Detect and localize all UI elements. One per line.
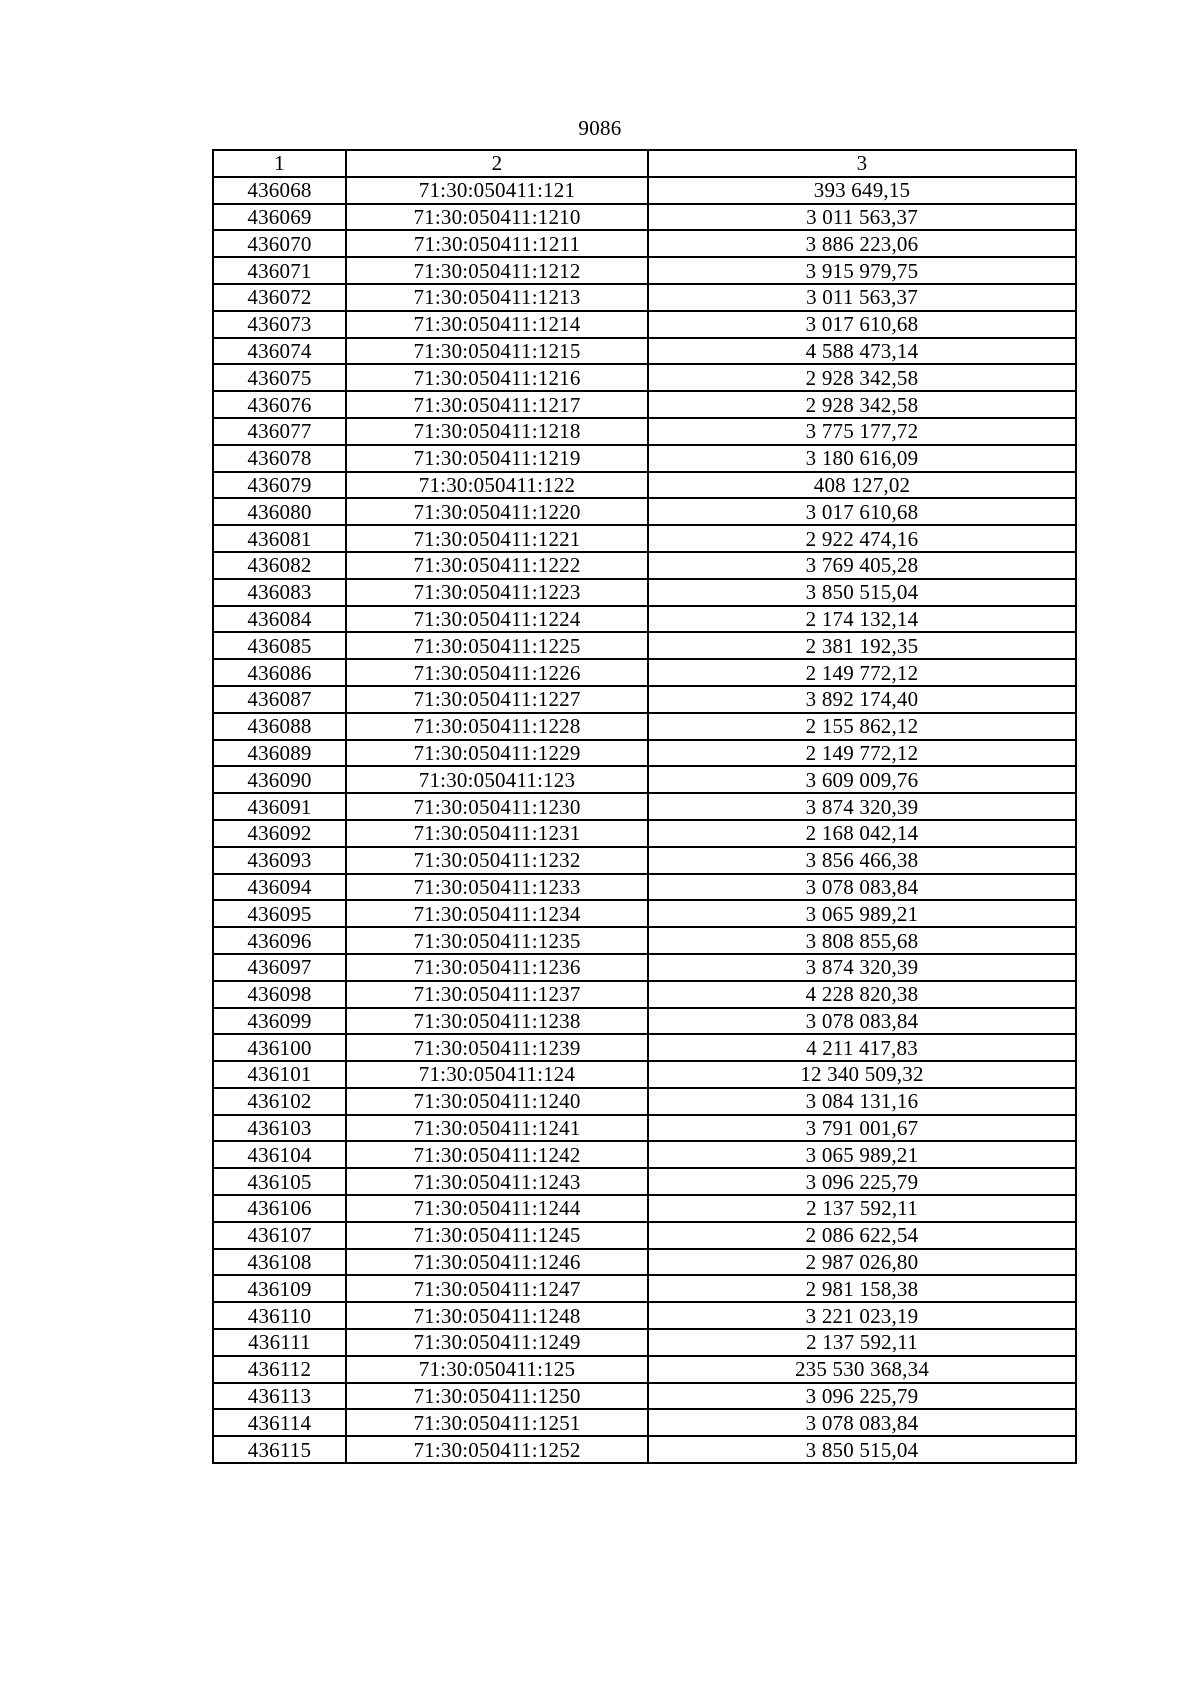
- table-row: [213, 1222, 1076, 1249]
- table-row: [213, 632, 1076, 659]
- row-number-cell: 436097: [213, 954, 346, 981]
- cadastral-number-cell: 71:30:050411:1215: [346, 338, 648, 365]
- cadastral-number-cell: 71:30:050411:1223: [346, 579, 648, 606]
- table-row: [213, 364, 1076, 391]
- row-number-cell: 436068: [213, 177, 346, 204]
- value-cell: 3 011 563,37: [648, 204, 1076, 231]
- table-row: [213, 1168, 1076, 1195]
- cadastral-number-cell: 71:30:050411:1218: [346, 418, 648, 445]
- table-row: [213, 311, 1076, 338]
- table-row: [213, 820, 1076, 847]
- table-row: [213, 847, 1076, 874]
- value-cell: 3 221 023,19: [648, 1302, 1076, 1329]
- cadastral-number-cell: 71:30:050411:121: [346, 177, 648, 204]
- cadastral-number-cell: 71:30:050411:1216: [346, 364, 648, 391]
- value-cell: 3 609 009,76: [648, 766, 1076, 793]
- value-cell: 3 017 610,68: [648, 498, 1076, 525]
- table-row: [213, 606, 1076, 633]
- value-cell: 3 180 616,09: [648, 445, 1076, 472]
- column-header-1: 1: [213, 150, 346, 177]
- row-number-cell: 436100: [213, 1034, 346, 1061]
- table-row: [213, 1088, 1076, 1115]
- cadastral-number-cell: 71:30:050411:1239: [346, 1034, 648, 1061]
- row-number-cell: 436087: [213, 686, 346, 713]
- cadastral-number-cell: 71:30:050411:1251: [346, 1409, 648, 1436]
- value-cell: 2 987 026,80: [648, 1249, 1076, 1276]
- table-row: [213, 927, 1076, 954]
- value-cell: 3 791 001,67: [648, 1115, 1076, 1142]
- value-cell: 3 915 979,75: [648, 257, 1076, 284]
- table-row: [213, 740, 1076, 767]
- row-number-cell: 436104: [213, 1141, 346, 1168]
- row-number-cell: 436083: [213, 579, 346, 606]
- cadastral-number-cell: 71:30:050411:1245: [346, 1222, 648, 1249]
- table-row: [213, 713, 1076, 740]
- table-row: [213, 981, 1076, 1008]
- table-row: [213, 230, 1076, 257]
- cadastral-number-cell: 71:30:050411:1228: [346, 713, 648, 740]
- row-number-cell: 436077: [213, 418, 346, 445]
- row-number-cell: 436073: [213, 311, 346, 338]
- table-row: [213, 579, 1076, 606]
- row-number-cell: 436069: [213, 204, 346, 231]
- row-number-cell: 436071: [213, 257, 346, 284]
- table-row: [213, 1195, 1076, 1222]
- cadastral-number-cell: 71:30:050411:1237: [346, 981, 648, 1008]
- table-header-row: [213, 150, 1076, 177]
- value-cell: 3 065 989,21: [648, 1141, 1076, 1168]
- value-cell: 3 078 083,84: [648, 874, 1076, 901]
- table-row: [213, 659, 1076, 686]
- table-row: [213, 1275, 1076, 1302]
- row-number-cell: 436090: [213, 766, 346, 793]
- row-number-cell: 436086: [213, 659, 346, 686]
- row-number-cell: 436080: [213, 498, 346, 525]
- table-row: [213, 204, 1076, 231]
- table-row: [213, 472, 1076, 499]
- row-number-cell: 436099: [213, 1008, 346, 1035]
- table-body: [213, 177, 1076, 1463]
- cadastral-number-cell: 71:30:050411:1225: [346, 632, 648, 659]
- value-cell: 2 155 862,12: [648, 713, 1076, 740]
- cadastral-number-cell: 71:30:050411:1231: [346, 820, 648, 847]
- table-row: [213, 552, 1076, 579]
- cadastral-number-cell: 71:30:050411:1241: [346, 1115, 648, 1142]
- row-number-cell: 436101: [213, 1061, 346, 1088]
- value-cell: 2 928 342,58: [648, 364, 1076, 391]
- table-row: [213, 257, 1076, 284]
- value-cell: 4 588 473,14: [648, 338, 1076, 365]
- value-cell: 3 017 610,68: [648, 311, 1076, 338]
- table-row: [213, 391, 1076, 418]
- cadastral-number-cell: 71:30:050411:1238: [346, 1008, 648, 1035]
- cadastral-number-cell: 71:30:050411:1252: [346, 1436, 648, 1463]
- value-cell: 2 149 772,12: [648, 740, 1076, 767]
- value-cell: 3 078 083,84: [648, 1409, 1076, 1436]
- value-cell: 2 137 592,11: [648, 1329, 1076, 1356]
- cadastral-number-cell: 71:30:050411:122: [346, 472, 648, 499]
- value-cell: 4 211 417,83: [648, 1034, 1076, 1061]
- cadastral-number-cell: 71:30:050411:1220: [346, 498, 648, 525]
- value-cell: 2 981 158,38: [648, 1275, 1076, 1302]
- row-number-cell: 436106: [213, 1195, 346, 1222]
- value-cell: 2 149 772,12: [648, 659, 1076, 686]
- value-cell: 2 174 132,14: [648, 606, 1076, 633]
- cadastral-number-cell: 71:30:050411:1233: [346, 874, 648, 901]
- cadastral-number-cell: 71:30:050411:1242: [346, 1141, 648, 1168]
- row-number-cell: 436084: [213, 606, 346, 633]
- cadastral-number-cell: 71:30:050411:1210: [346, 204, 648, 231]
- row-number-cell: 436105: [213, 1168, 346, 1195]
- row-number-cell: 436103: [213, 1115, 346, 1142]
- column-header-3: 3: [648, 150, 1076, 177]
- page-number: 9086: [578, 116, 622, 140]
- value-cell: 3 850 515,04: [648, 579, 1076, 606]
- row-number-cell: 436094: [213, 874, 346, 901]
- table-row: [213, 525, 1076, 552]
- row-number-cell: 436081: [213, 525, 346, 552]
- table-row: [213, 1329, 1076, 1356]
- cadastral-number-cell: 71:30:050411:124: [346, 1061, 648, 1088]
- value-cell: 393 649,15: [648, 177, 1076, 204]
- row-number-cell: 436072: [213, 284, 346, 311]
- table-row: [213, 1249, 1076, 1276]
- table-row: [213, 1141, 1076, 1168]
- row-number-cell: 436114: [213, 1409, 346, 1436]
- value-cell: 3 096 225,79: [648, 1168, 1076, 1195]
- row-number-cell: 436107: [213, 1222, 346, 1249]
- cadastral-number-cell: 71:30:050411:1244: [346, 1195, 648, 1222]
- row-number-cell: 436079: [213, 472, 346, 499]
- value-cell: 4 228 820,38: [648, 981, 1076, 1008]
- table-row: [213, 1409, 1076, 1436]
- table-row: [213, 445, 1076, 472]
- cadastral-number-cell: 71:30:050411:1247: [346, 1275, 648, 1302]
- cadastral-number-cell: 71:30:050411:1227: [346, 686, 648, 713]
- table-row: [213, 900, 1076, 927]
- cadastral-number-cell: 71:30:050411:1229: [346, 740, 648, 767]
- value-cell: 3 084 131,16: [648, 1088, 1076, 1115]
- table-row: [213, 1356, 1076, 1383]
- table-row: [213, 338, 1076, 365]
- value-cell: 2 137 592,11: [648, 1195, 1076, 1222]
- value-cell: 3 096 225,79: [648, 1383, 1076, 1410]
- value-cell: 3 769 405,28: [648, 552, 1076, 579]
- cadastral-number-cell: 71:30:050411:1214: [346, 311, 648, 338]
- row-number-cell: 436082: [213, 552, 346, 579]
- row-number-cell: 436076: [213, 391, 346, 418]
- value-cell: 3 078 083,84: [648, 1008, 1076, 1035]
- cadastral-number-cell: 71:30:050411:1250: [346, 1383, 648, 1410]
- row-number-cell: 436102: [213, 1088, 346, 1115]
- cadastral-number-cell: 71:30:050411:1230: [346, 793, 648, 820]
- cadastral-number-cell: 71:30:050411:1235: [346, 927, 648, 954]
- table-row: [213, 954, 1076, 981]
- table-row: [213, 1034, 1076, 1061]
- cadastral-number-cell: 71:30:050411:1249: [346, 1329, 648, 1356]
- cadastral-number-cell: 71:30:050411:1243: [346, 1168, 648, 1195]
- row-number-cell: 436111: [213, 1329, 346, 1356]
- column-header-2: 2: [346, 150, 648, 177]
- table-row: [213, 284, 1076, 311]
- table-row: [213, 1302, 1076, 1329]
- value-cell: 3 850 515,04: [648, 1436, 1076, 1463]
- value-cell: 235 530 368,34: [648, 1356, 1076, 1383]
- value-cell: 3 011 563,37: [648, 284, 1076, 311]
- value-cell: 2 086 622,54: [648, 1222, 1076, 1249]
- row-number-cell: 436095: [213, 900, 346, 927]
- cadastral-number-cell: 71:30:050411:1226: [346, 659, 648, 686]
- value-cell: 3 856 466,38: [648, 847, 1076, 874]
- cadastral-number-cell: 71:30:050411:1246: [346, 1249, 648, 1276]
- row-number-cell: 436075: [213, 364, 346, 391]
- cadastral-number-cell: 71:30:050411:1222: [346, 552, 648, 579]
- table-row: [213, 874, 1076, 901]
- data-table: [212, 149, 1077, 1464]
- row-number-cell: 436110: [213, 1302, 346, 1329]
- table-row: [213, 1008, 1076, 1035]
- value-cell: 3 892 174,40: [648, 686, 1076, 713]
- value-cell: 3 886 223,06: [648, 230, 1076, 257]
- value-cell: 3 775 177,72: [648, 418, 1076, 445]
- cadastral-number-cell: 71:30:050411:1232: [346, 847, 648, 874]
- cadastral-number-cell: 71:30:050411:1212: [346, 257, 648, 284]
- table-row: [213, 418, 1076, 445]
- row-number-cell: 436112: [213, 1356, 346, 1383]
- table-row: [213, 766, 1076, 793]
- cadastral-number-cell: 71:30:050411:1248: [346, 1302, 648, 1329]
- cadastral-number-cell: 71:30:050411:1217: [346, 391, 648, 418]
- table-row: [213, 1383, 1076, 1410]
- cadastral-number-cell: 71:30:050411:1224: [346, 606, 648, 633]
- row-number-cell: 436109: [213, 1275, 346, 1302]
- row-number-cell: 436113: [213, 1383, 346, 1410]
- value-cell: 408 127,02: [648, 472, 1076, 499]
- value-cell: 3 874 320,39: [648, 793, 1076, 820]
- table-row: [213, 793, 1076, 820]
- table-row: [213, 1436, 1076, 1463]
- row-number-cell: 436096: [213, 927, 346, 954]
- cadastral-number-cell: 71:30:050411:1221: [346, 525, 648, 552]
- value-cell: 3 874 320,39: [648, 954, 1076, 981]
- row-number-cell: 436089: [213, 740, 346, 767]
- row-number-cell: 436092: [213, 820, 346, 847]
- value-cell: 12 340 509,32: [648, 1061, 1076, 1088]
- value-cell: 2 922 474,16: [648, 525, 1076, 552]
- cadastral-number-cell: 71:30:050411:1240: [346, 1088, 648, 1115]
- cadastral-number-cell: 71:30:050411:1234: [346, 900, 648, 927]
- row-number-cell: 436098: [213, 981, 346, 1008]
- row-number-cell: 436085: [213, 632, 346, 659]
- row-number-cell: 436078: [213, 445, 346, 472]
- cadastral-number-cell: 71:30:050411:1213: [346, 284, 648, 311]
- value-cell: 2 168 042,14: [648, 820, 1076, 847]
- row-number-cell: 436088: [213, 713, 346, 740]
- table-row: [213, 686, 1076, 713]
- table-row: [213, 1115, 1076, 1142]
- row-number-cell: 436091: [213, 793, 346, 820]
- row-number-cell: 436074: [213, 338, 346, 365]
- cadastral-number-cell: 71:30:050411:125: [346, 1356, 648, 1383]
- cadastral-number-cell: 71:30:050411:1236: [346, 954, 648, 981]
- value-cell: 2 928 342,58: [648, 391, 1076, 418]
- value-cell: 3 065 989,21: [648, 900, 1076, 927]
- row-number-cell: 436070: [213, 230, 346, 257]
- row-number-cell: 436093: [213, 847, 346, 874]
- table-row: [213, 1061, 1076, 1088]
- value-cell: 2 381 192,35: [648, 632, 1076, 659]
- cadastral-number-cell: 71:30:050411:123: [346, 766, 648, 793]
- row-number-cell: 436115: [213, 1436, 346, 1463]
- cadastral-number-cell: 71:30:050411:1211: [346, 230, 648, 257]
- table-row: [213, 177, 1076, 204]
- cadastral-number-cell: 71:30:050411:1219: [346, 445, 648, 472]
- row-number-cell: 436108: [213, 1249, 346, 1276]
- value-cell: 3 808 855,68: [648, 927, 1076, 954]
- table-row: [213, 498, 1076, 525]
